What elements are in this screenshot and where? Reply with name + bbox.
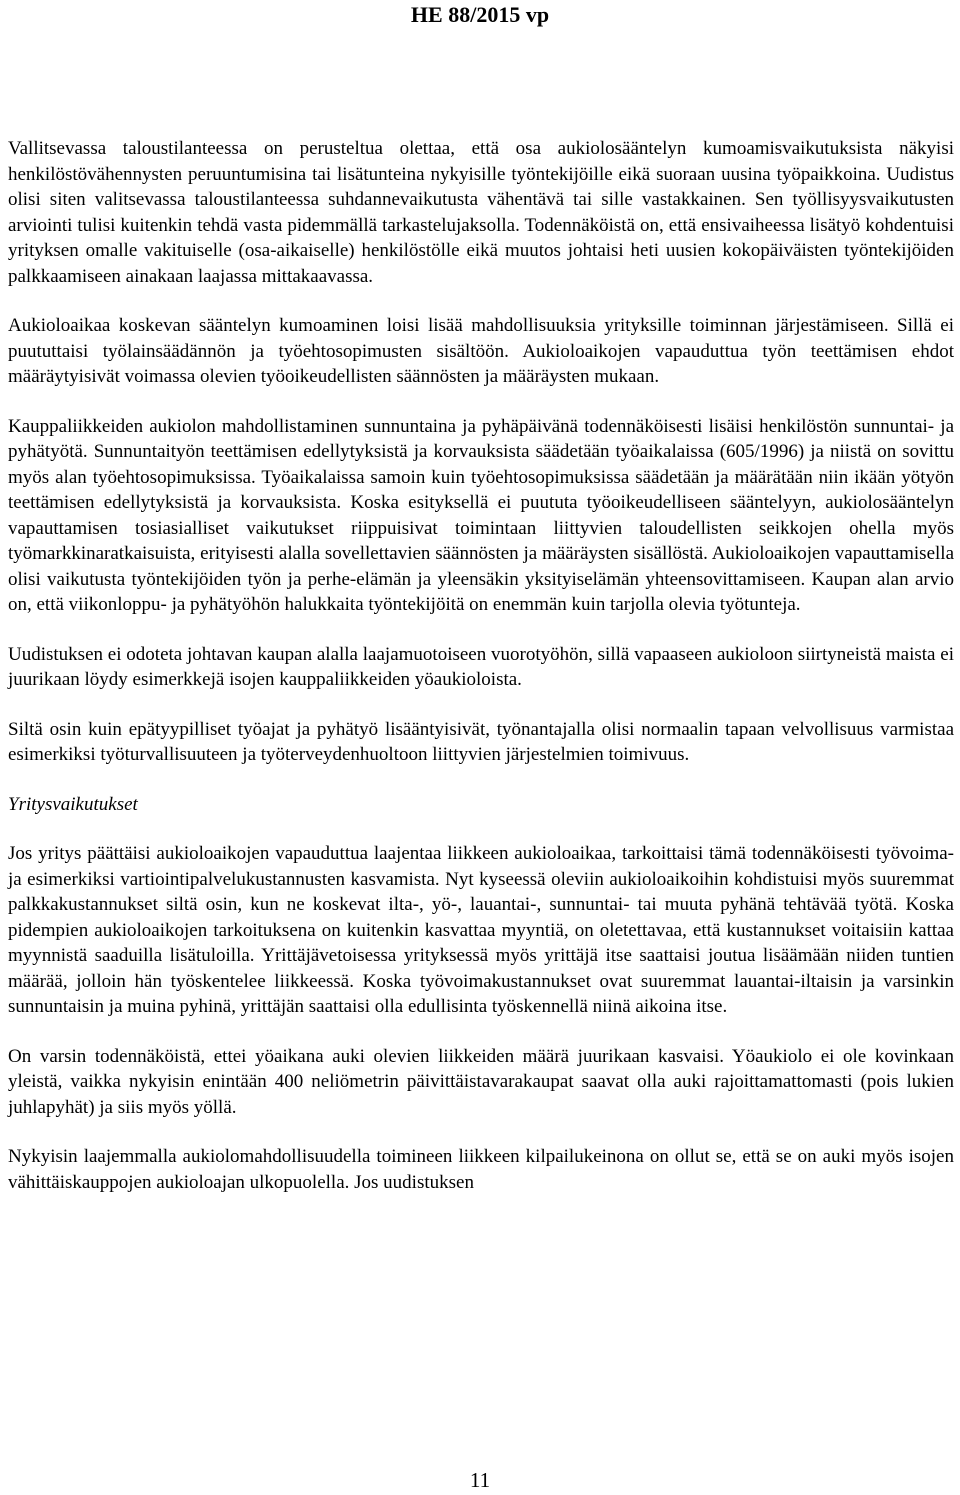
paragraph: Vallitsevassa taloustilanteessa on perusteltua olettaa, että osa aukiolosääntelyn kumoamisvaikutuksista näkyisi henkilöstövähennysten peruuntumisina tai lisätunteina nykyisille työntekijöille eikä suoraan uusina työpaikkoina. Uudistus olisi siten valitsevassa taloustilanteessa suhdannevaikutusta vähentävä tai sille vastakkainen. Sen työllisyysvaikutusten arviointi tulisi kuitenkin tehdä vasta pidemmällä tarkastelujaksolla. Todennäköistä on, että ensivaiheessa lisätyö kohdentuisi yrityksen omalle vakituiselle (osa-aikaiselle) henkilöstölle eikä muutos johtaisi heti uusien kokopäiväisten työntekijöiden palkkaamiseen ainakaan laajassa mittakaavassa. xyxy=(8,138,954,287)
paragraph: Uudistuksen ei odoteta johtavan kaupan alalla laajamuotoiseen vuorotyöhön, sillä vapaaseen aukioloon siirtyneistä maista ei juurikaan löydy esimerkkejä isojen kauppaliikkeiden yöaukioloista. xyxy=(8,643,954,690)
paragraph: Jos yritys päättäisi aukioloaikojen vapauduttua laajentaa liikkeen aukioloaikaa, tarkoittaisi tämä todennäköisesti työvoima- ja esimerkiksi vartiointipalvelukustannusten kasvamista. Nyt kyseessä oleviin aukioloaikoihin kohdistuisi myös suuremmat palkkakustannukset siltä osin, kun ne koskevat ilta-, yö-, lauantai-, sunnuntai- tai muuta pyhänä tehtävää työtä. Koska pidempien aukioloaikojen tarkoituksena on kuitenkin kasvattaa myyntiä, on oletettavaa, että kustannukset voitaisiin kattaa myynnistä saaduilla lisätuloilla. Yrittäjävetoisessa yrityksessä myös yrittäjä itse saattaisi joutua lisäämään niiden tuntien määrää, jolloin hän työskentelee liikkeessä. Koska työvoimakustannukset ovat suuremmat lauantai-iltaisin ja varsinkin sunnuntaisin ja muina pyhinä, yrittäjän saattaisi olla edullisinta työskennellä niinä aikoina itse. xyxy=(8,843,954,1017)
document-header xyxy=(0,0,960,28)
document-id: HE 88/2015 vp xyxy=(410,2,550,27)
paragraph: On varsin todennäköistä, ettei yöaikana auki olevien liikkeiden määrä juurikaan kasvaisi. Yöaukiolo ei ole kovinkaan yleistä, vaikka nykyisin enintään 400 neliömetrin päivittäistavarakaupat saavat olla auki rajoittamattomasti (pois lukien juhlapyhät) ja siis myös yöllä. xyxy=(8,1045,954,1118)
section-heading: Yritysvaikutukset xyxy=(8,793,138,815)
paragraph: Siltä osin kuin epätyypilliset työajat ja pyhätyö lisääntyisivät, työnantajalla olisi normaalin tapaan velvollisuus varmistaa esimerkiksi työturvallisuuteen ja työterveydenhuoltoon liittyvien järjestelmien toimivuus. xyxy=(8,718,954,765)
paragraph: Kauppaliikkeiden aukiolon mahdollistaminen sunnuntaina ja pyhäpäivänä todennäköisesti lisäisi henkilöstön sunnuntai- ja pyhätyötä. Sunnuntaityön teettämisen edellytyksistä ja korvauksista säädetään työaikalaissa (605/1996) ja niistä on sovittu myös alan työehtosopimuksissa. Työaikalaissa samoin kuin työehtosopimuksissa säädetään ja määrätään niin ikään yötyön teettämisen edellytyksistä ja korvauksista. Koska esityksellä ei puututa työoikeudelliseen sääntelyyn, aukiolosääntelyn vapauttamisen tosiasialliset vaikutukset riippuisivat toimintaan liittyvien taloudellisten seikkojen ohella myös työmarkkinaratkaisuista, erityisesti alalla sovellettavien säännösten ja määräysten sisällöstä. Aukioloaikojen vapauttamisella olisi vaikutusta työntekijöiden työn ja perhe-elämän ja yleensäkin yksityiselämän yhteensovittamiseen. Kaupan alan arvio on, että viikonloppu- ja pyhätyöhön halukkaita työntekijöitä on enemmän kuin tarjolla olevia työtunteja. xyxy=(8,415,954,615)
paragraph: Nykyisin laajemmalla aukiolomahdollisuudella toimineen liikkeen kilpailukeinona on ollut se, että se on auki myös isojen vähittäiskauppojen aukioloajan ulkopuolella. Jos uudistuksen xyxy=(8,1146,954,1193)
paragraph: Aukioloaikaa koskevan sääntelyn kumoaminen loisi lisää mahdollisuuksia yrityksille toiminnan järjestämiseen. Sillä ei puututtaisi työlainsäädännön ja työehtosopimusten sisältöön. Aukioloaikojen vapauduttua työn teettämisen ehdot määräytyisivät voimassa olevien työoikeudellisten säännösten ja määräysten mukaan. xyxy=(8,315,954,387)
page-number: 11 xyxy=(469,1468,491,1492)
document-body xyxy=(8,136,954,1219)
